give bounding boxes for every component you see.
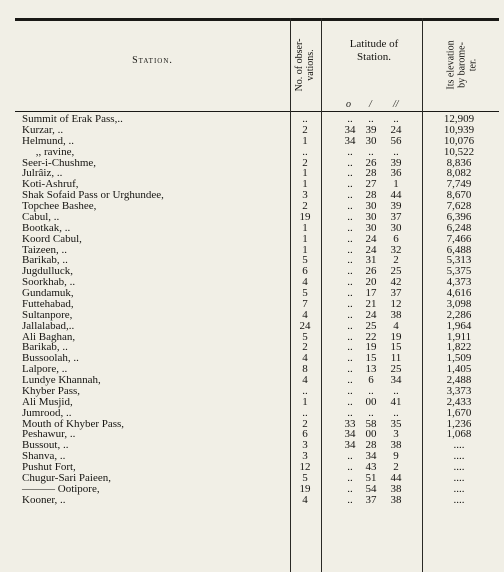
latitude-minutes: 24 <box>365 232 377 245</box>
elevation-value: 8,836 <box>446 156 472 169</box>
elevation-value: 12,909 <box>443 113 475 125</box>
latitude-degrees: 34 <box>344 123 356 136</box>
station-name: Koti-Ashruf, <box>22 178 79 191</box>
latitude-minutes: 30 <box>365 200 377 212</box>
latitude-seconds: 4 <box>393 319 399 332</box>
table-row <box>0 495 504 506</box>
latitude-seconds: 15 <box>390 341 402 354</box>
latitude-seconds: 25 <box>390 265 402 278</box>
table-row <box>0 234 504 245</box>
elevation-value: 2,488 <box>446 374 472 386</box>
observation-count: .. <box>302 406 308 419</box>
station-name: Ali Musjid, <box>22 395 73 408</box>
station-name: Futtehabad, <box>22 297 74 310</box>
latitude-degrees: .. <box>347 243 353 256</box>
latitude-minutes: 17 <box>365 287 377 299</box>
observation-count: 4 <box>302 493 308 506</box>
observation-count: 5 <box>302 330 308 343</box>
station-name: Peshawur, .. <box>22 428 76 441</box>
table-row <box>0 147 504 158</box>
table-row <box>0 332 504 343</box>
latitude-degrees: .. <box>347 254 353 267</box>
observation-count: 6 <box>302 265 308 278</box>
latitude-minutes: 28 <box>365 189 377 202</box>
elevation-value: 1,068 <box>446 428 472 441</box>
station-name: Jugdulluck, <box>22 265 74 278</box>
latitude-seconds: .. <box>393 406 399 419</box>
station-name: Soorkhab, .. <box>22 276 76 289</box>
latitude-seconds: 39 <box>390 156 402 169</box>
latitude-degrees: .. <box>347 384 353 397</box>
latitude-seconds: 41 <box>390 395 402 408</box>
observation-count: 19 <box>299 482 311 495</box>
degree-symbol: o <box>346 99 351 110</box>
latitude-degrees: 34 <box>344 134 356 147</box>
station-name: Mouth of Khyber Pass, <box>22 417 125 430</box>
latitude-minutes: 00 <box>365 428 377 441</box>
table-row <box>0 429 504 440</box>
station-name: Koord Cabul, <box>22 232 82 245</box>
observation-count: 2 <box>302 200 308 212</box>
latitude-minutes: 26 <box>365 156 377 169</box>
latitude-seconds: 44 <box>390 189 402 202</box>
latitude-minutes: 00 <box>365 395 377 408</box>
observations-header-text: No. of obser- vations. <box>294 38 316 92</box>
table-row <box>0 419 504 430</box>
station-name: Lundye Khannah, <box>22 374 101 386</box>
table-row <box>0 299 504 310</box>
second-symbol: // <box>393 99 399 110</box>
observation-count: .. <box>302 384 308 397</box>
observation-count: 1 <box>302 395 308 408</box>
elevation-value: .... <box>453 439 465 452</box>
latitude-degrees: .. <box>347 406 353 419</box>
observation-count: 3 <box>302 450 308 463</box>
elevation-value: 6,396 <box>446 210 472 223</box>
table-body <box>0 114 504 506</box>
elevation-value: 8,082 <box>446 167 472 180</box>
latitude-minutes: 30 <box>365 134 377 147</box>
table-row <box>0 397 504 408</box>
latitude-degrees: .. <box>347 493 353 506</box>
station-name: Khyber Pass, <box>22 384 81 397</box>
latitude-minutes: .. <box>368 406 374 419</box>
latitude-degrees: .. <box>347 210 353 223</box>
latitude-minutes: .. <box>368 113 374 125</box>
latitude-seconds: 38 <box>390 482 402 495</box>
elevation-value: 10,939 <box>443 123 475 136</box>
latitude-minutes: 19 <box>365 341 377 354</box>
elevation-value: 4,373 <box>446 276 472 289</box>
observation-count: 5 <box>302 287 308 299</box>
latitude-minutes: 25 <box>365 319 377 332</box>
latitude-seconds: 30 <box>390 221 402 234</box>
latitude-minutes: 27 <box>365 178 377 191</box>
station-name: Sultanpore, <box>22 308 73 321</box>
elevation-value: 7,749 <box>446 178 472 191</box>
observation-count: 1 <box>302 134 308 147</box>
latitude-seconds: 38 <box>390 493 402 506</box>
observation-count: 2 <box>302 156 308 169</box>
latitude-degrees: .. <box>347 189 353 202</box>
elevation-value: .... <box>453 482 465 495</box>
station-name: Kooner, .. <box>22 493 66 506</box>
observation-count: 3 <box>302 189 308 202</box>
latitude-minutes: .. <box>368 384 374 397</box>
table-row <box>0 266 504 277</box>
latitude-seconds: 25 <box>390 363 402 376</box>
station-name: Gundamuk, <box>22 287 74 299</box>
latitude-degrees: .. <box>347 167 353 180</box>
table-row <box>0 212 504 223</box>
latitude-minutes: 26 <box>365 265 377 278</box>
latitude-degrees: .. <box>347 352 353 365</box>
elevation-value: 1,911 <box>446 330 472 343</box>
elevation-value: 6,488 <box>446 243 472 256</box>
latitude-minutes: 24 <box>365 243 377 256</box>
latitude-seconds: 38 <box>390 308 402 321</box>
elevation-value: 10,522 <box>443 145 475 158</box>
station-name: Helmund, .. <box>22 134 74 147</box>
elevation-value: 7,466 <box>446 232 472 245</box>
table-row <box>0 201 504 212</box>
latitude-seconds: 38 <box>390 439 402 452</box>
observation-count: 4 <box>302 352 308 365</box>
latitude-degrees: .. <box>347 471 353 484</box>
latitude-degrees: .. <box>347 145 353 158</box>
elevation-value: 10,076 <box>443 134 475 147</box>
observation-count: 4 <box>302 308 308 321</box>
observation-count: 5 <box>302 471 308 484</box>
latitude-degrees: .. <box>347 395 353 408</box>
station-name: Barikab, .. <box>22 341 68 354</box>
latitude-degrees: .. <box>347 287 353 299</box>
latitude-header: Latitude of Station. <box>349 38 399 63</box>
latitude-seconds: 6 <box>393 232 399 245</box>
latitude-degrees: .. <box>347 178 353 191</box>
elevation-value: 1,236 <box>446 417 472 430</box>
table-row <box>0 440 504 451</box>
latitude-minutes: 6 <box>368 374 374 386</box>
observation-count: 3 <box>302 439 308 452</box>
elevation-value: .... <box>453 461 465 473</box>
latitude-seconds: 37 <box>390 287 402 299</box>
latitude-minutes: 28 <box>365 167 377 180</box>
station-name: Bussout, .. <box>22 439 69 452</box>
latitude-seconds: 3 <box>393 428 399 441</box>
observation-count: 4 <box>302 374 308 386</box>
latitude-minutes: 15 <box>365 352 377 365</box>
elevation-value: 5,313 <box>446 254 472 267</box>
observation-count: 5 <box>302 254 308 267</box>
header-rule <box>15 111 499 112</box>
elevation-value: 1,670 <box>446 406 472 419</box>
station-name: Shanva, .. <box>22 450 66 463</box>
latitude-seconds: 35 <box>390 417 402 430</box>
elevation-value: 8,670 <box>446 189 472 202</box>
latitude-minutes: 20 <box>365 276 377 289</box>
observation-count: .. <box>302 145 308 158</box>
table-row <box>0 223 504 234</box>
latitude-minutes: 13 <box>365 363 377 376</box>
observation-count: 6 <box>302 428 308 441</box>
latitude-minutes: 31 <box>365 254 377 267</box>
station-name: Lalpore, .. <box>22 363 68 376</box>
table-row <box>0 125 504 136</box>
observation-count: 1 <box>302 167 308 180</box>
latitude-degrees: .. <box>347 200 353 212</box>
table-row <box>0 136 504 147</box>
latitude-minutes: 24 <box>365 308 377 321</box>
latitude-degrees: .. <box>347 232 353 245</box>
station-name: Jallalabad,.. <box>22 319 75 332</box>
station-name: Chugur-Sari Paieen, <box>22 471 111 484</box>
table-row <box>0 484 504 495</box>
latitude-degrees: .. <box>347 113 353 125</box>
latitude-minutes: 58 <box>365 417 377 430</box>
elevation-header-text: Its elevation by barome- ter. <box>445 40 478 90</box>
latitude-degrees: .. <box>347 363 353 376</box>
latitude-seconds: 1 <box>393 178 399 191</box>
table-row <box>0 310 504 321</box>
observation-count: 2 <box>302 341 308 354</box>
latitude-minutes: 28 <box>365 439 377 452</box>
station-name: Summit of Erak Pass,.. <box>22 113 123 125</box>
table-row <box>0 255 504 266</box>
latitude-seconds: .. <box>393 113 399 125</box>
elevation-value: 1,822 <box>446 341 472 354</box>
latitude-seconds: 24 <box>390 123 402 136</box>
elevation-value: .... <box>453 471 465 484</box>
latitude-seconds: 36 <box>390 167 402 180</box>
observation-count: 8 <box>302 363 308 376</box>
observation-count: 12 <box>299 461 311 473</box>
observation-count: 2 <box>302 417 308 430</box>
station-name: ——— Ootipore, <box>22 482 100 495</box>
elevation-value: 3,098 <box>446 297 472 310</box>
station-name: Shak Sofaid Pass or Urghundee, <box>22 189 164 202</box>
latitude-degrees: .. <box>347 374 353 386</box>
latitude-seconds: 37 <box>390 210 402 223</box>
observation-count: 19 <box>299 210 311 223</box>
table-row <box>0 245 504 256</box>
elevation-value: 6,248 <box>446 221 472 234</box>
latitude-seconds: 39 <box>390 200 402 212</box>
latitude-degrees: .. <box>347 265 353 278</box>
latitude-minutes: 30 <box>365 210 377 223</box>
station-name: Jumrood, .. <box>22 406 72 419</box>
observation-count: 7 <box>302 297 308 310</box>
station-name: Barikab, .. <box>22 254 68 267</box>
latitude-minutes: 43 <box>365 461 377 473</box>
latitude-minutes: 34 <box>365 450 377 463</box>
latitude-minutes: 51 <box>365 471 377 484</box>
latitude-degrees: 34 <box>344 428 356 441</box>
table-row <box>0 353 504 364</box>
latitude-degrees: .. <box>347 461 353 473</box>
latitude-minutes: 37 <box>365 493 377 506</box>
station-name: Bootkak, .. <box>22 221 71 234</box>
station-name: Kurzar, .. <box>22 123 64 136</box>
latitude-degrees: .. <box>347 319 353 332</box>
minute-symbol: / <box>369 99 372 110</box>
elevation-value: 7,628 <box>446 200 472 212</box>
observation-count: 24 <box>299 319 311 332</box>
latitude-degrees: 34 <box>344 439 356 452</box>
latitude-seconds: 44 <box>390 471 402 484</box>
latitude-seconds: .. <box>393 145 399 158</box>
latitude-minutes: 39 <box>365 123 377 136</box>
latitude-minutes: .. <box>368 145 374 158</box>
latitude-degrees: .. <box>347 482 353 495</box>
table-row <box>0 114 504 125</box>
latitude-minutes: 30 <box>365 221 377 234</box>
latitude-degrees: .. <box>347 221 353 234</box>
table-row <box>0 158 504 169</box>
observation-count: 1 <box>302 243 308 256</box>
latitude-degrees: .. <box>347 341 353 354</box>
elevation-value: 1,509 <box>446 352 472 365</box>
station-name: Ali Baghan, <box>22 330 76 343</box>
latitude-degrees: .. <box>347 308 353 321</box>
observation-count: 1 <box>302 232 308 245</box>
latitude-degrees: 33 <box>344 417 356 430</box>
elevation-value: 2,433 <box>446 395 472 408</box>
elevation-value: 3,373 <box>446 384 472 397</box>
latitude-minutes: 54 <box>365 482 377 495</box>
observation-count: 1 <box>302 178 308 191</box>
elevation-value: .... <box>453 493 465 506</box>
latitude-seconds: .. <box>393 384 399 397</box>
station-name: Cabul, .. <box>22 210 60 223</box>
observations-header <box>292 21 318 109</box>
table-row <box>0 408 504 419</box>
latitude-degrees: .. <box>347 330 353 343</box>
latitude-degrees: .. <box>347 450 353 463</box>
elevation-value: 2,286 <box>446 308 472 321</box>
station-name: Taizeen, .. <box>22 243 68 256</box>
table-row <box>0 321 504 332</box>
observation-count: .. <box>302 113 308 125</box>
elevation-value: 1,405 <box>446 363 472 376</box>
observation-count: 4 <box>302 276 308 289</box>
table-row <box>0 277 504 288</box>
latitude-minutes: 22 <box>365 330 377 343</box>
latitude-seconds: 11 <box>390 352 402 365</box>
latitude-seconds: 12 <box>390 297 402 310</box>
latitude-degrees: .. <box>347 156 353 169</box>
station-name: Bussoolah, .. <box>22 352 79 365</box>
station-name: Julrâiz, .. <box>22 167 63 180</box>
latitude-degrees: .. <box>347 297 353 310</box>
latitude-seconds: 19 <box>390 330 402 343</box>
station-name: Seer-i-Chushme, <box>22 156 97 169</box>
observation-count: 2 <box>302 123 308 136</box>
latitude-seconds: 34 <box>390 374 402 386</box>
latitude-seconds: 56 <box>390 134 402 147</box>
elevation-value: 1,964 <box>446 319 472 332</box>
station-name: Topchee Bashee, <box>22 200 97 212</box>
elevation-header <box>424 21 499 109</box>
latitude-seconds: 2 <box>393 461 399 473</box>
table-row <box>0 386 504 397</box>
station-name: Pushut Fort, <box>22 461 76 473</box>
station-name: ,, ravine, <box>22 145 75 158</box>
elevation-value: 4,616 <box>446 287 472 299</box>
latitude-minutes: 21 <box>365 297 377 310</box>
table-row <box>0 288 504 299</box>
latitude-seconds: 32 <box>390 243 402 256</box>
latitude-seconds: 42 <box>390 276 402 289</box>
latitude-degrees: .. <box>347 276 353 289</box>
elevation-value: 5,375 <box>446 265 472 278</box>
elevation-value: .... <box>453 450 465 463</box>
station-header: Station. <box>132 55 173 66</box>
observation-count: 1 <box>302 221 308 234</box>
latitude-seconds: 2 <box>393 254 399 267</box>
latitude-seconds: 9 <box>393 450 399 463</box>
